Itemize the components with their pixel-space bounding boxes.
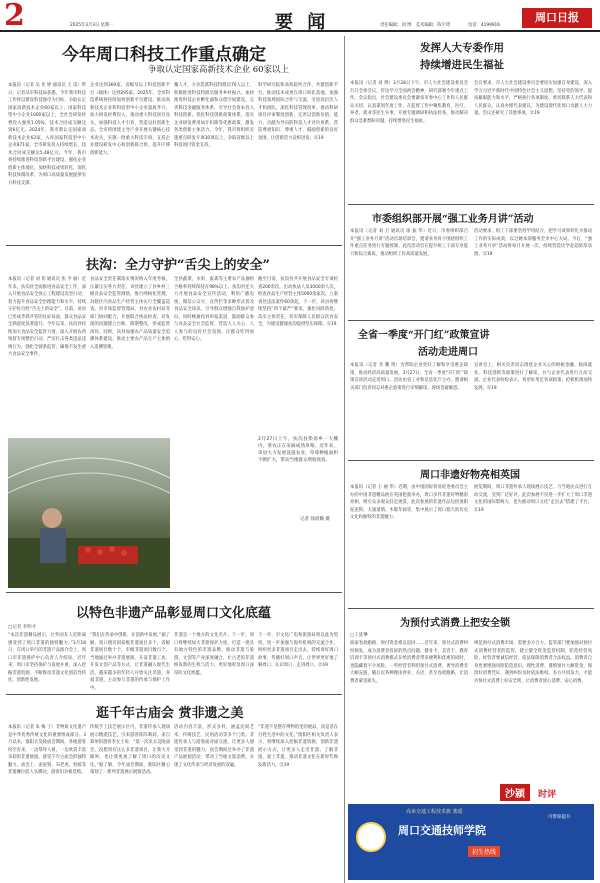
column-badge-label: 时评 [538, 790, 557, 800]
divider-a5 [348, 460, 594, 461]
article7-col2: “我们在传承中创新，在创新中发展。”据了解，周口拥有国家级非遗项目多个，省级非遗项目数十个，市级非遗项目数百个。当地通过举办非遗展演、开设非遗工坊、开发文创产品等方式，让非遗融入现代生活。越来越多的年轻人开始关注非遗、喜爱非遗，主动参与非遗的传承与保护工作中。 [90, 633, 170, 691]
ad-logo-icon [356, 822, 386, 852]
divider-a4 [348, 320, 594, 321]
divider-a7 [6, 694, 342, 695]
article8-col1: 本报讯（记者 朱 梅 子）非物质文化遗产是中华优秀传统文化的重要组成部分。3月以来，淮阳太昊陵庙会期间，各地游客纷至沓来，一边祭拜人祖，一边欣赏丰富多彩的非遗展演，感受千年古庙会的独特魅力。庙会上，泥泥狗、布老虎、剪纸等非遗摊位前人头攒动，游客们争相选购。 [8, 725, 86, 775]
column-badge-name: 沙颍 [500, 784, 530, 801]
article4-col2: 活动要求，组工干部要坚持学用结合，把学习成果转化为推动工作的实际成效，以过硬本领服务全市中心大局。今后，“强工业务月讲”活动将每月开展一次，持续营造比学赶超浓厚氛围。㉑19 [474, 229, 592, 257]
article3-col1: 本报讯（记者 刘 伟 通讯员 张 平 丽）近年来，扶沟县全面推进食品安全工作，深入开展食品安全放心工程建设攻坚行动，着力提升食品安全治理能力和水平，持续守护好百姓“舌尖上的安全”。目前，该县已形成齐抓共管的良好局面，群众食品安全满意度显著提升。今年以来，扶沟县持续加大食品安全监管力度，深入开展农药残留专项整治行动，严厉打击各类违法违规行为，强化全链条监管，确保不发生重大食品安全事件。 [8, 277, 86, 357]
article8-title: 逛千年古庙会 赏非遗之美 [96, 706, 244, 721]
article7-author: □记者 李明才 [8, 625, 37, 630]
article3-title: 扶沟：全力守护“舌尖上的安全” [86, 258, 270, 273]
article8-col4: “非遗不是摆在博物馆里的展品，而是活在百姓生活中的文化。”淮阳区相关负责人表示，将继续深入挖掘非遗资源，创新非遗展示方式，让更多人走近非遗、了解非遗、爱上非遗，推动非遗文化在新时代焕发新活力。㉑19 [258, 725, 338, 768]
article1-col1: 本报讯（记者 吴 亚 婷 通讯员 王 雷）昨日，记者从市科技局获悉，今年我市科技工作将以建设科技强市为目标，争取认定国家高新技术企业60家以上，国家科技型中小企业1000家以上，全社会研发经费投入强度1.05%，技术合同成交额达到6亿元。2024年，我市新认定国家高新技术企业63家，入库国家科技型中小企业871家，全市研发投入持续增长，技术合同成交额达5.48亿元。今年，我市将持续推进科技创新平台建设，强化企业创新主体地位，加快科技成果转化，深化科技体制改革，为周口高质量发展提供有力科技支撑。 [8, 83, 86, 186]
article5-title-line2: 活动走进周口 [418, 347, 478, 358]
issue-date: 2025年3月3日 星期一 [70, 23, 114, 28]
article1-col4: 科学研究院和高校院所合作，共建创新平台，推动技术成果在周口转化落地。加强科技领域国际合作与交流，引进高层次人才和团队。深化科技管理改革，推动科研项目评审制度创新，完善以创新价值、能力、贡献为导向的科技人才评价体系，营造尊重知识、尊重人才、鼓励创新的良好氛围，让创新活力竞相迸发。㉑19 [258, 83, 338, 141]
page-number: 2 [4, 0, 25, 30]
article3-col3: 全县蔬菜、水果、畜禽等主要农产品抽检合格率持续保持在98%以上。扶沟县还大力开展食品安全宣传活动，利用广播电视、微信公众号、宣传栏等多种形式普及食品安全知识，引导群众增强自我保护意识。同时畅通投诉举报渠道，鼓励群众参与食品安全社会监督，营造人人关心、人人参与的良好社会氛围，让群众吃得放心、吃得安心。 [174, 277, 254, 342]
ad-recruit: 招生热线 [468, 846, 500, 857]
phone: 电话：4199916 [468, 23, 501, 28]
article8-col3: 活动内容丰富，形式多样，涵盖民间艺术、传统技艺、民俗活动等多个门类。非遗传承人与游客面对面交流，让更多人感受到非遗的魅力。庙会期间还举办了非遗产品展销活动，带动了当地文旅消费，实现了文化传承与经济发展的双赢。 [174, 725, 254, 768]
article2-col1: 本报讯（记者 刘 博）3月28日下午，市人大社会建设委员会召开全体会议，传达学习全国两会精神，研究部署今年重点工作。会议指出，社会建设委员会要紧扣市委中心工作和人民群众关切，认真谋划年度工作，在监督工作中聚焦教育、医疗、养老、就业等民生实事，开展专题调研和执法检查，推动解决群众急难愁盼问题，持续增进民生福祉。 [350, 81, 468, 124]
article4-title: 市委组织部开展“强工业务月讲”活动 [372, 214, 534, 225]
section-title: 要 闻 [275, 12, 330, 30]
article2-title: 发挥人大专委作用 [420, 42, 504, 54]
ad-phone-label: 可带保提升 [548, 815, 571, 820]
photo-caption: 2月27日上午，扶沟县柴岗乡一大棚内，菜农正在采摘成熟草莓。近年来，该县大力发展设施农业，草莓种植面积不断扩大，带动当地群众增收致富。 [258, 437, 338, 463]
article2-col2: 会议要求，市人大社会建设委员会要切实加强自身建设，深入学习习近平新时代中国特色社会主义思想，坚持党的领导，提高履职能力和水平，严格执行各项制度，密切联系人大代表和人民群众，认真办理代表建议，为建设现代化周口贡献人大力量。会议还研究了其他事项。㉑19 [474, 81, 592, 116]
article4-col1: 本报讯（记者 刘 卫 通讯员 徐 振 华）近日，市委组织部召开“强工业务月讲”活动首场培训会，邀请业务骨干围绕组织工作重点任务进行专题授课。此次活动旨在提升组工干部专业能力和综合素质，推动组织工作高质量发展。 [350, 229, 468, 257]
article1-col3: 覆人才，力争选派科技特派员70人以上，积极推进科技特派员服务乡村振兴。加快推进科技企业孵化器和众创空间建设，完善科技金融服务体系，引导社会资本投入科技创新。优化科技创新政策体系，落实企业研发费用加计扣除等优惠政策，激发各类创新主体活力。今年，我市将组织实施重点研发专项30项以上，争取省级以上科技项目资金支持。 [174, 83, 254, 148]
greenhouse-scene-icon [8, 438, 170, 588]
article3-col-extra [174, 460, 254, 586]
divider-a3 [6, 592, 342, 593]
article9-col2: 规范预付式消费市场，需要多方合力。监管部门要加强对预付式消费经营者的监管，建立健全资金监管机制，防范经营风险。经营者要诚信经营，依法保障消费者合法权益。消费者自身也要增强风险防范意识，理性消费，谨慎预付大额资金，保留好消费凭证，遇到纠纷及时依法维权。多方共同发力，才能为预付式消费上好安全锁，让消费者放心消费、安心消费。 [474, 641, 592, 684]
editors: 责任编辑：刘 博 美术编辑：陈宇琦 [380, 23, 451, 28]
photo-credit: 记者 徐晨璐 摄 [300, 517, 330, 522]
article7-col4: 下一步，市文化广电和旅游局将以此为契机，进一步加强与海外机构的交流合作，组织更多非遗项目走出去，持续讲好周口故事，传播好周口声音，让世界更好地了解周口、认识周口、走进周口。㉑19 [258, 633, 338, 668]
article7-title: 以特色非遗产品彰显周口文化底蕴 [76, 606, 272, 621]
article8-col2: 传统手工技艺展示区内，非遗传承人现场展示精湛技艺，引来游客阵阵喝彩。来自郑州的游客李女士说：“第一次来太昊陵庙会，没想到有这么多非遗项目，让我大开眼界，也让我更加了解了周口的历史文化。”据了解，今年庙会期间，淮阳区精心策划了一系列非遗展示展演活动。 [90, 725, 170, 775]
ad-tagline: 高举交通工程技术旗 骏遥 [406, 809, 463, 815]
article7-col1: “本次非遗精品展示，让外国友人近距离感受到了周口非遗的独特魅力。”3月18日，在周口举行的非遗产品推介会上，周口市非遗保护中心负责人介绍说。近年来，周口市坚持保护与发展并重，深入挖掘非遗资源，不断推动非遗文化创造性转化、创新性发展。 [8, 633, 86, 683]
divider-a6 [348, 608, 594, 609]
divider-a2 [348, 204, 594, 205]
article9-author: □王犹犟 [350, 633, 368, 638]
article1-subtitle: 争取认定国家高新技术企业 60家以上 [148, 65, 290, 75]
column-badge [500, 782, 592, 798]
article9-col1: 商家卷款跑路、预付资金难以追回……近年来，预付式消费纠纷频发，成为消费者投诉的热点问题。健身卡、美容卡、教育培训卡等预付式消费模式在给消费者带来便利和优惠的同时，也隐藏着不少风险。一些经营者利用预付式消费，诱导消费者大额充值，随后以各种理由停业、关店，甚至卷款跑路，让消费者蒙受损失。 [350, 641, 468, 684]
divider-a1 [6, 245, 342, 246]
article3-col2: 食品安全责任制落实情况纳入年度考核，压紧压实各方责任。该县建立了县乡村三级食品安全监管网络，推行网格化管理，对辖区内食品生产经营主体实行全覆盖巡查。县市场监督管理局、县农业农村局等部门协同配合，开展联合执法检查，对发现的问题建立台账、限期整改，形成监管闭环。同时，该县加强农产品质量安全追溯体系建设，推动主要农产品生产主体纳入追溯管理。 [90, 277, 170, 350]
article1-title: 今年周口科技工作重点确定 [62, 45, 266, 65]
ad-school-name: 周口交通技师学院 [398, 824, 486, 837]
article3-col4: 截至目前，扶沟县共开展食品安全专项检查200余次，出动执法人员3000余人次，检查食品生产经营主体5000余家次，立案查处违法案件60余起。下一步，该县将继续坚持“四个最严”要求，强化风险防控，落实主体责任，切实保障人民群众饮食安全，为建设健康扶沟提供坚实保障。㉑19 [258, 277, 338, 327]
article6-col1: 本报讯（记者 王 丽 华）近期，由中国国际贸易促进委员会主办的中国非遗精品展在英国伦敦举办，周口多件非遗好物精彩亮相，吸引众多观众驻足观赏。此次参展的非遗作品包括淮阳泥泥狗、太康道情、木版年画等，集中展示了周口悠久的历史文化和独特的非遗魅力。 [350, 485, 468, 520]
main-column-divider [344, 36, 345, 883]
school-ad [348, 804, 594, 880]
masthead [0, 0, 600, 30]
article5-title: 全省一季度“开门红”政策宣讲 [358, 330, 490, 341]
masthead-rule [0, 30, 600, 32]
newspaper-logo: 周口日报 [522, 8, 592, 28]
article2-title-line2: 持续增进民生福祉 [420, 59, 504, 71]
article1-col2: 企业达到369家，省级及以上科技创新平台（载体）达到295家。2025年，全市科技系统将持续加快创新平台建设，推动高新技术企业和科技型中小企业量质齐升，加大研发经费投入，推动重大科技项目攻关，加强科技人才引育，营造良好创新生态。全市将围绕主导产业开展关键核心技术攻关，实施一批重大科技专项，支持企业建设研发中心和创新联合体，提升区域创新能力。 [90, 83, 170, 156]
article6-col2: 展览期间，周口非遗传承人现场展示技艺，与当地民众进行互动交流，受到广泛好评。此次参展不仅进一步扩大了周口非遗文化的国际影响力，也为推动周口文化“走出去”搭建了平台。㉑19 [474, 485, 592, 513]
article5-col2: 宣讲会上，相关负责同志围绕企业关心的财税金融、稳岗就业、科技创新等政策进行了解读，并与企业代表进行互动交流。企业代表纷纷表示，将用好用足各项政策，抢抓机遇加快发展。㉑19 [474, 363, 592, 391]
article7-col3: 非遗是一个地方的文化名片。下一步，周口将继续加大非遗保护力度，打造一批具有地方特色的非遗品牌，推动非遗与旅游、文创等产业深度融合，让古老的非遗焕发新的生机与活力，更好地彰显周口深厚的文化底蕴。 [174, 633, 254, 676]
article6-title: 周口非遗好物亮相英国 [420, 470, 520, 481]
article5-col1: 本报讯（记者 李 鹏 鸣）为帮助企业更好了解和享受惠企政策，推动经济高质量发展，3月27日，全省一季度“开门红”政策宣讲活动走进周口。活动由省工业和信息化厅主办，邀请相关部门负责同志对惠企政策进行详细解读，现场答疑解惑。 [350, 363, 468, 391]
article9-title: 为预付式消费上把安全锁 [400, 618, 510, 629]
strawberry-photo [8, 438, 170, 588]
